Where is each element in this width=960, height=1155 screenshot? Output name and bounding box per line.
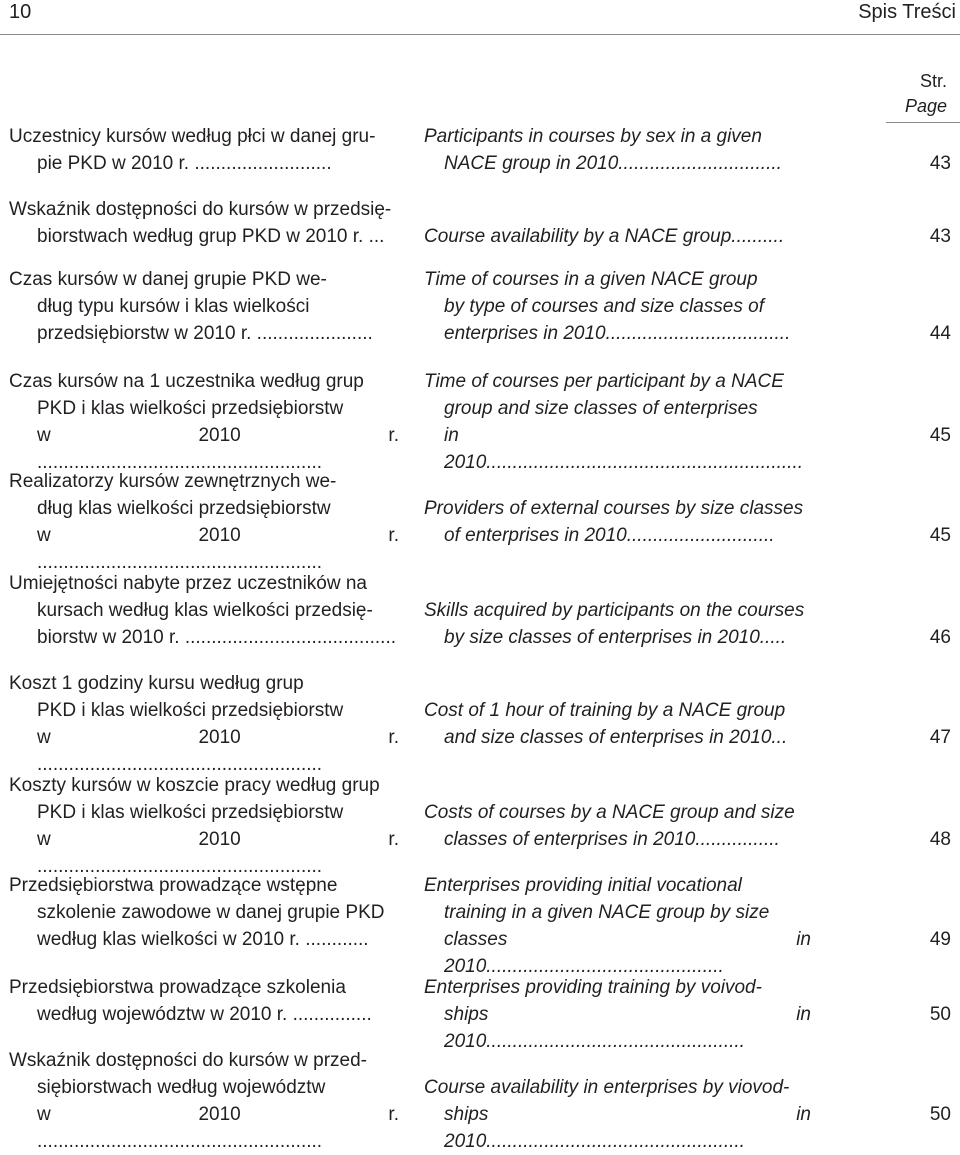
english-line: group and size classes of enterprises [444,398,758,419]
english-line: Cost of 1 hour of training by a NACE group [424,700,786,721]
polish-line: w 2010 r. ...................................................... [37,829,399,877]
polish-line: w 2010 r. ...................................................... [37,425,399,473]
toc-entry-english [424,123,811,177]
toc-entry-polish [9,570,399,651]
section-title: Spis Treści [858,1,956,23]
polish-line: według województw w 2010 r. ............... [37,1004,372,1025]
english-line: Enterprises providing initial vocational [424,875,742,896]
english-line: training in a given NACE group by size [444,902,770,923]
toc-entry-english [424,495,811,549]
english-line: by size classes of enterprises in 2010..... [444,627,787,648]
polish-line: Wskaźnik dostępności do kursów w przed- [9,1050,367,1071]
polish-line: Przedsiębiorstwa prowadzące szkolenia [9,977,346,998]
polish-line: PKD i klas wielkości przedsiębiorstw [37,700,344,721]
polish-line: dług klas wielkości przedsiębiorstw [37,498,331,519]
english-line: classes in 2010............................................. [444,929,811,977]
polish-line: przedsiębiorstw w 2010 r. ...................... [37,323,373,344]
polish-line: według klas wielkości w 2010 r. ............ [37,929,369,950]
toc-entry-english [424,223,811,250]
page-number-ref: 45 [929,525,951,546]
toc-entry-polish [9,196,399,250]
page-number-ref: 49 [929,929,951,950]
page-number-ref: 48 [929,829,951,850]
toc-entry-english [424,266,811,347]
polish-line: Realizatorzy kursów zewnętrznych we- [9,471,337,492]
page-number-ref: 50 [929,1104,951,1125]
toc-entry-english [424,974,811,1055]
polish-line: w 2010 r. ...................................................... [37,525,399,573]
english-line: Providers of external courses by size classes [424,498,804,519]
english-line: Time of courses per participant by a NACE [424,371,784,392]
english-line: in 2010............................................................ [444,425,803,473]
toc-entry-english [424,799,811,853]
toc-entry-polish [9,1047,399,1155]
page-number-ref: 50 [929,1004,951,1025]
polish-line: dług typu kursów i klas wielkości [37,296,310,317]
column-head-page: Page [904,96,947,116]
english-line: Enterprises providing training by voivod- [424,977,762,998]
polish-line: Umiejętności nabyte przez uczestników na [9,573,368,594]
english-line: Costs of courses by a NACE group and size [424,802,795,823]
english-line: Course availability by a NACE group.......... [424,226,785,247]
toc-entry-polish [9,772,399,880]
polish-line: PKD i klas wielkości przedsiębiorstw [37,398,344,419]
page-number-ref: 43 [929,226,951,247]
column-head-rule [886,122,960,123]
page-header [0,0,960,35]
polish-line: Koszt 1 godziny kursu według grup [9,673,304,694]
polish-line: szkolenie zawodowe w danej grupie PKD [37,902,385,923]
toc-entry-polish [9,872,399,953]
toc-entry-polish [9,266,399,347]
english-line: and size classes of enterprises in 2010... [444,727,788,748]
polish-line: Czas kursów w danej grupie PKD we- [9,269,327,290]
polish-line: biorstwach według grup PKD w 2010 r. ... [37,226,385,247]
english-line: Time of courses in a given NACE group [424,269,758,290]
polish-line: PKD i klas wielkości przedsiębiorstw [37,802,344,823]
polish-line: w 2010 r. ...................................................... [37,1104,399,1152]
polish-line: kursach według klas wielkości przedsię- [37,600,373,621]
english-line: Course availability in enterprises by viovod- [424,1077,790,1098]
english-line: ships in 2010................................................. [444,1004,811,1052]
polish-line: Wskaźnik dostępności do kursów w przedsię- [9,199,392,220]
toc-entry-polish [9,368,399,476]
english-line: NACE group in 2010............................... [444,153,782,174]
toc-entry-polish [9,974,399,1028]
toc-entry-english [424,1074,811,1155]
english-line: enterprises in 2010................................... [444,323,791,344]
english-line: classes of enterprises in 2010................ [444,829,780,850]
page-number-ref: 43 [929,153,951,174]
polish-line: w 2010 r. ...................................................... [37,727,399,775]
page-number-ref: 47 [929,727,951,748]
polish-line: Przedsiębiorstwa prowadzące wstępne [9,875,338,896]
english-line: Skills acquired by participants on the courses [424,600,805,621]
toc-entry-english [424,872,811,980]
polish-line: Uczestnicy kursów według płci w danej gru- [9,126,376,147]
polish-line: siębiorstwach według województw [37,1077,326,1098]
column-head-str: Str. [919,71,947,91]
english-line: of enterprises in 2010............................ [444,525,775,546]
polish-line: pie PKD w 2010 r. .......................... [37,153,332,174]
english-line: Participants in courses by sex in a given [424,126,762,147]
page-number: 10 [9,1,32,23]
polish-line: biorstw w 2010 r. ........................................ [37,627,396,648]
toc-entry-polish [9,123,399,177]
toc-entry-polish [9,670,399,778]
toc-entry-english [424,697,811,751]
page-number-ref: 44 [929,323,951,344]
polish-line: Koszty kursów w koszcie pracy według grup [9,775,380,796]
toc-entry-english [424,597,811,651]
toc-entry-english [424,368,811,476]
page-number-ref: 45 [929,425,951,446]
english-line: ships in 2010................................................. [444,1104,811,1152]
toc-entry-polish [9,468,399,576]
english-line: by type of courses and size classes of [444,296,764,317]
page-number-ref: 46 [929,627,951,648]
polish-line: Czas kursów na 1 uczestnika według grup [9,371,364,392]
